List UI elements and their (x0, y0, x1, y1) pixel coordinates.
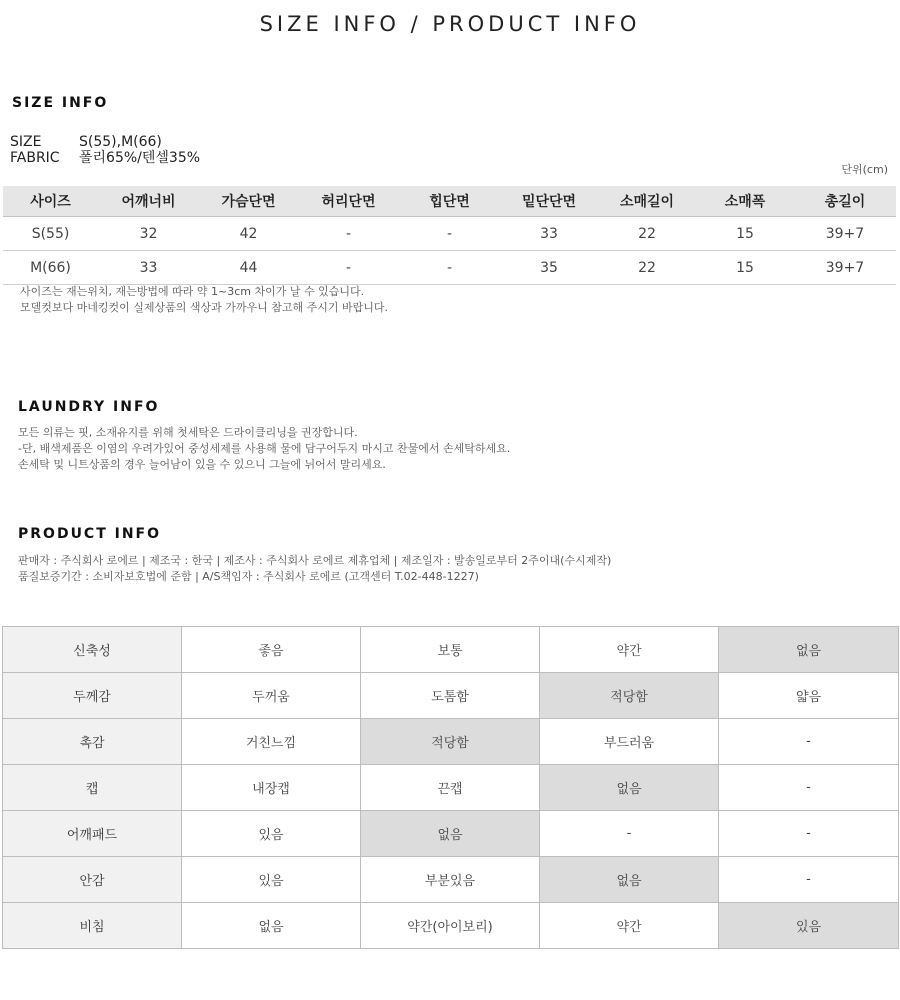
size-note: 모델컷보다 마네킹컷이 실제상품의 색상과 가까우니 참고해 주시기 바랍니다. (20, 301, 389, 314)
property-option: 부드러움 (540, 719, 719, 765)
header-cell: 사이즈 (3, 186, 98, 217)
property-option: 도톰함 (361, 673, 540, 719)
property-name: 신축성 (3, 627, 182, 673)
property-option: 있음 (182, 811, 361, 857)
header-cell: 허리단면 (298, 186, 399, 217)
product-line: 판매자 : 주식회사 로에르 | 제조국 : 한국 | 제조사 : 주식회사 로에르 제휴업체 | 제조일자 : 발송일로부터 2주이내(수시제작) (18, 554, 612, 567)
property-option: 약간(아이보리) (361, 903, 540, 949)
page-title: SIZE INFO / PRODUCT INFO (259, 12, 641, 36)
table-row (3, 251, 896, 285)
header-cell: 밑단단면 (500, 186, 598, 217)
fabric-value: 폴리65%/텐셀35% (79, 150, 201, 166)
table-cell: 22 (598, 251, 696, 285)
property-row (3, 719, 899, 765)
property-option-selected: 없음 (361, 811, 540, 857)
property-row (3, 857, 899, 903)
laundry-line: 모든 의류는 핏, 소재유지를 위해 첫세탁은 드라이클리닝을 권장합니다. (18, 426, 358, 439)
property-row (3, 765, 899, 811)
property-option-selected: 있음 (719, 903, 899, 949)
property-option: 부분있음 (361, 857, 540, 903)
property-option: - (540, 811, 719, 857)
property-option: 보통 (361, 627, 540, 673)
header-cell: 소매길이 (598, 186, 696, 217)
property-name: 어깨패드 (3, 811, 182, 857)
property-option: 있음 (182, 857, 361, 903)
property-name: 두께감 (3, 673, 182, 719)
product-notes (18, 553, 611, 585)
table-cell: 32 (98, 217, 199, 251)
property-option-selected: 적당함 (361, 719, 540, 765)
size-notes (20, 284, 388, 316)
header-cell: 가슴단면 (199, 186, 298, 217)
laundry-line: 손세탁 및 니트상품의 경우 늘어남이 있을 수 있으니 그늘에 뉘어서 말리세요. (18, 458, 386, 471)
property-option: 좋음 (182, 627, 361, 673)
property-option: 약간 (540, 627, 719, 673)
property-name: 안감 (3, 857, 182, 903)
header-cell: 총길이 (794, 186, 896, 217)
fabric-label: FABRIC (10, 150, 60, 166)
property-option: - (719, 811, 899, 857)
product-line: 품질보증기간 : 소비자보호법에 준함 | A/S책임자 : 주식회사 로에르 (고객센터 T.02-448-1227) (18, 570, 479, 583)
property-option: 얇음 (719, 673, 899, 719)
table-cell: 33 (98, 251, 199, 285)
header-cell: 힙단면 (399, 186, 500, 217)
property-option: 두꺼움 (182, 673, 361, 719)
laundry-line: -단, 배색제품은 이염의 우려가있어 중성세제를 사용해 물에 담구어두지 마시고 찬물에서 손세탁하세요. (18, 442, 511, 455)
table-cell: 33 (500, 217, 598, 251)
header-cell: 어깨너비 (98, 186, 199, 217)
property-option: 내장캡 (182, 765, 361, 811)
table-cell: - (298, 217, 399, 251)
table-cell: 35 (500, 251, 598, 285)
table-cell: 39+7 (794, 217, 896, 251)
property-row (3, 903, 899, 949)
property-option: - (719, 765, 899, 811)
table-cell: 22 (598, 217, 696, 251)
property-row (3, 811, 899, 857)
property-option: - (719, 857, 899, 903)
size-table-header (3, 186, 896, 217)
property-name: 캡 (3, 765, 182, 811)
header-cell: 소매폭 (696, 186, 794, 217)
property-name: 비침 (3, 903, 182, 949)
property-option: 없음 (182, 903, 361, 949)
property-option: 거친느낌 (182, 719, 361, 765)
property-row (3, 673, 899, 719)
spec-block (10, 134, 200, 166)
size-note: 사이즈는 재는위치, 재는방법에 따라 약 1~3cm 차이가 날 수 있습니다. (20, 285, 365, 298)
property-option: 끈캡 (361, 765, 540, 811)
product-info-title: PRODUCT INFO (18, 526, 162, 542)
property-name: 촉감 (3, 719, 182, 765)
size-table (3, 186, 896, 285)
property-table (2, 626, 899, 949)
table-cell: M(66) (3, 251, 98, 285)
table-cell: 42 (199, 217, 298, 251)
laundry-info-title: LAUNDRY INFO (18, 399, 160, 415)
unit-label: 단위(cm) (841, 163, 888, 176)
table-cell: 15 (696, 251, 794, 285)
table-cell: - (298, 251, 399, 285)
table-cell: 44 (199, 251, 298, 285)
table-cell: S(55) (3, 217, 98, 251)
property-option: 약간 (540, 903, 719, 949)
property-row (3, 627, 899, 673)
size-label: SIZE (10, 134, 42, 150)
table-cell: - (399, 251, 500, 285)
property-option-selected: 없음 (540, 765, 719, 811)
laundry-notes (18, 425, 510, 473)
size-info-title: SIZE INFO (12, 95, 109, 111)
property-option-selected: 없음 (719, 627, 899, 673)
property-option-selected: 적당함 (540, 673, 719, 719)
table-row (3, 217, 896, 251)
table-cell: 39+7 (794, 251, 896, 285)
table-cell: 15 (696, 217, 794, 251)
property-option-selected: 없음 (540, 857, 719, 903)
property-option: - (719, 719, 899, 765)
table-cell: - (399, 217, 500, 251)
size-value: S(55),M(66) (79, 134, 162, 150)
